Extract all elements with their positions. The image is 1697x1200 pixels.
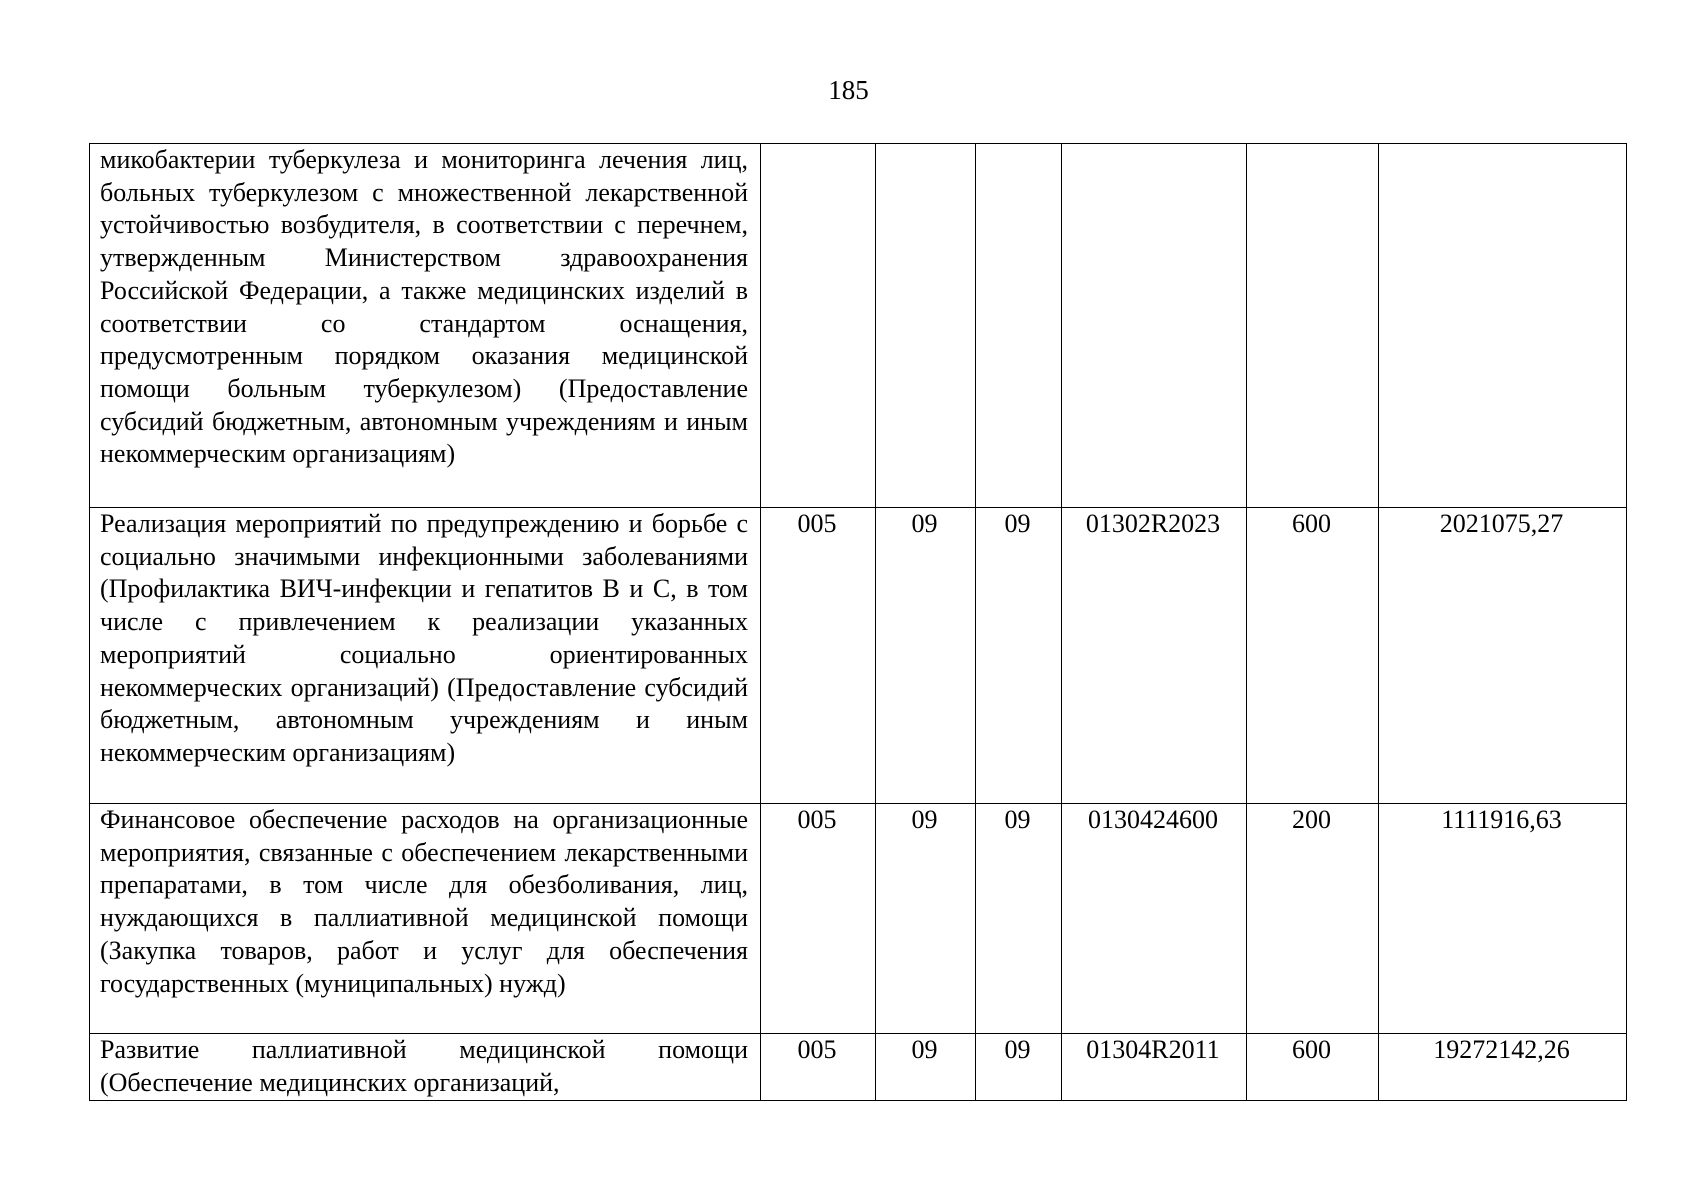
row-section: 09 — [876, 1034, 976, 1101]
row-section: 09 — [876, 804, 976, 1034]
row-description: Развитие паллиативной медицинской помощи (Обеспечение медицинских организаций, — [90, 1034, 761, 1101]
row-gov-code: 005 — [761, 1034, 876, 1101]
page-number: 185 — [828, 75, 869, 105]
row-expense-type: 600 — [1247, 508, 1379, 804]
row-section: 09 — [876, 508, 976, 804]
row-sum: 1111916,63 — [1379, 804, 1627, 1034]
table-row — [90, 144, 1627, 508]
row-subsection: 09 — [976, 1034, 1062, 1101]
row-target-code: 0130424600 — [1062, 804, 1247, 1034]
row-subsection: 09 — [976, 804, 1062, 1034]
row-expense-type: 200 — [1247, 804, 1379, 1034]
row-section — [876, 144, 976, 508]
table-row — [90, 804, 1627, 1034]
row-gov-code — [761, 144, 876, 508]
row-expense-type — [1247, 144, 1379, 508]
row-gov-code: 005 — [761, 804, 876, 1034]
row-expense-type: 600 — [1247, 1034, 1379, 1101]
budget-table — [89, 143, 1627, 1101]
row-sum: 19272142,26 — [1379, 1034, 1627, 1101]
row-gov-code: 005 — [761, 508, 876, 804]
row-target-code: 01304R2011 — [1062, 1034, 1247, 1101]
row-description: Реализация мероприятий по предупреждению и борьбе с социально значимыми инфекционными заболеваниями (Профилактика ВИЧ-инфекции и гепатитов B и C, в том числе с привлечением к реализации указанных мероприятий социально ориентированных некоммерческих организаций) (Предоставление субсидий бюджетным, автономным учреждениям и иным некоммерческим организациям) — [90, 508, 761, 804]
row-description: Финансовое обеспечение расходов на организационные мероприятия, связанные с обеспечением лекарственными препаратами, в том числе для обезболивания, лиц, нуждающихся в паллиативной медицинской помощи (Закупка товаров, работ и услуг для обеспечения государственных (муниципальных) нужд) — [90, 804, 761, 1034]
table-row — [90, 508, 1627, 804]
row-subsection — [976, 144, 1062, 508]
row-target-code: 01302R2023 — [1062, 508, 1247, 804]
row-sum: 2021075,27 — [1379, 508, 1627, 804]
row-subsection: 09 — [976, 508, 1062, 804]
row-sum — [1379, 144, 1627, 508]
row-target-code — [1062, 144, 1247, 508]
table-row — [90, 1034, 1627, 1101]
row-description: микобактерии туберкулеза и мониторинга лечения лиц, больных туберкулезом с множественной лекарственной устойчивостью возбудителя, в соответствии с перечнем, утвержденным Министерством здравоохранения Российской Федерации, а также медицинских изделий в соответствии со стандартом оснащения, предусмотренным порядком оказания медицинской помощи больным туберкулезом) (Предоставление субсидий бюджетным, автономным учреждениям и иным некоммерческим организациям) — [90, 144, 761, 508]
